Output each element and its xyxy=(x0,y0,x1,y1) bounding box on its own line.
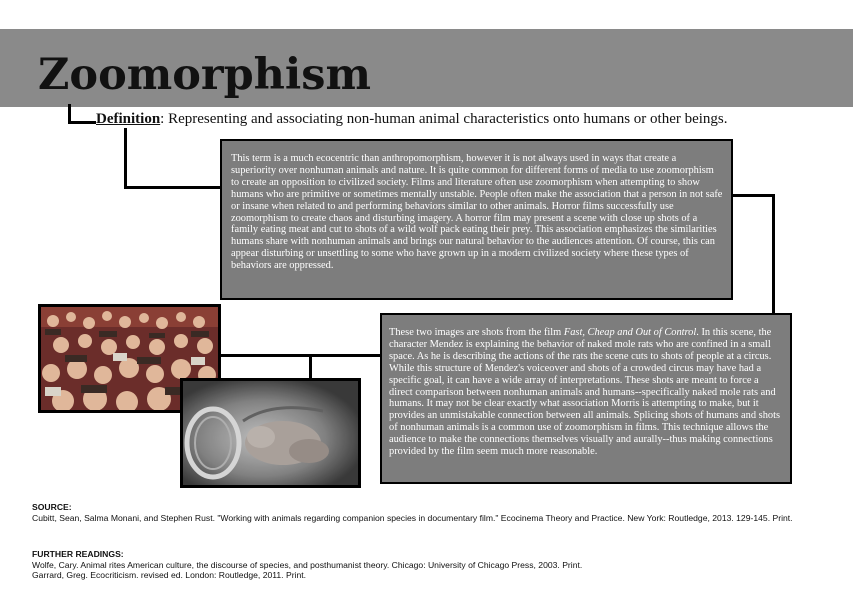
further-readings-heading: FURTHER READINGS: xyxy=(32,549,124,559)
definition-text: : Representing and associating non-human animal characteristics onto humans or other beings. xyxy=(160,111,728,127)
further-reading-item: Wolfe, Cary. Animal rites American culture, the discourse of species, and posthumanist theory. Chicago: University of Chicago Press, 2003. Print. xyxy=(32,559,583,570)
mole-rat-illustration xyxy=(183,381,358,485)
connector-line xyxy=(733,194,775,197)
source-citation: Cubitt, Sean, Salma Monani, and Stephen Rust. "Working with animals regarding companion species in documentary film." Ecocinema Theory and Practice. New York: Routledge, 2013. 129-145. Print. xyxy=(32,512,793,523)
mole-rat-image xyxy=(180,378,361,488)
source-section xyxy=(32,502,822,523)
connector-line xyxy=(309,354,312,379)
connector-line xyxy=(124,186,221,189)
film-analysis-text: . In this scene, the character Mendez is explaining the behavior of naked mole rats who are confined in a small space. As he is describing the actions of the rats the scene cuts to shots of people at a circus. While this structure of Mendez's voiceover and shots of a crowded circus may have had a specific goal, it can have a wide array of interpretations. These shots are meant to force a direct comparison between nonhuman animals and humans--specifically naked mole rats and humans. It may not be clear exactly what association Morris is attempting to make, but it provides an unmistakable connection between all animals. Splicing shots of humans and shots of nonhuman animals is a common use of zoomorphism in films. This technique allows the audience to make the connections themselves visually and aurally--thus making connections provided by the film seem much more reasonable. xyxy=(389,327,781,458)
definition-term: Definition xyxy=(96,111,161,127)
film-analysis-intro: These two images are shots from the film xyxy=(389,327,564,338)
connector-line xyxy=(772,194,775,315)
connector-line xyxy=(124,128,127,189)
further-readings-section xyxy=(32,549,822,581)
connector-line xyxy=(221,354,381,357)
further-reading-item: Garrard, Greg. Ecocriticism. revised ed. London: Routledge, 2011. Print. xyxy=(32,570,307,580)
connector-line xyxy=(68,121,96,124)
explanation-box xyxy=(220,139,733,300)
explanation-text: This term is a much ecocentric than anthropomorphism, however it is not always used in ways that create a superiority over nonhuman animals and nature. It is quite common for different forms of media to use zoomorphism to create an opposition to civilized society. Films and literature often use zoomorphism when attempting to show humans who are primitive or sometimes mentally unstable. People often make the association that a person in not safe or insane when related to and performing behaviors similar to other animals. Horror films successfully use zoomorphism to create chaos and disturbing imagery. A horror film may present a scene with close up shots of a family eating meat and cut to shots of a wild wolf pack eating their prey. This association emphasizes the similarities humans share with nonhuman animals and brings our natural behavior to the audiences attention. Of course, this can appear disturbing or unsettling to some who have grown up in a modern civilized society where these types of behaviors are oppressed. xyxy=(231,153,723,272)
definition xyxy=(96,111,728,128)
film-title: Fast, Cheap and Out of Control xyxy=(563,327,697,338)
source-heading: SOURCE: xyxy=(32,502,72,512)
film-analysis-box xyxy=(380,313,792,484)
page-title: Zoomorphism xyxy=(38,50,371,100)
top-margin xyxy=(0,0,853,29)
